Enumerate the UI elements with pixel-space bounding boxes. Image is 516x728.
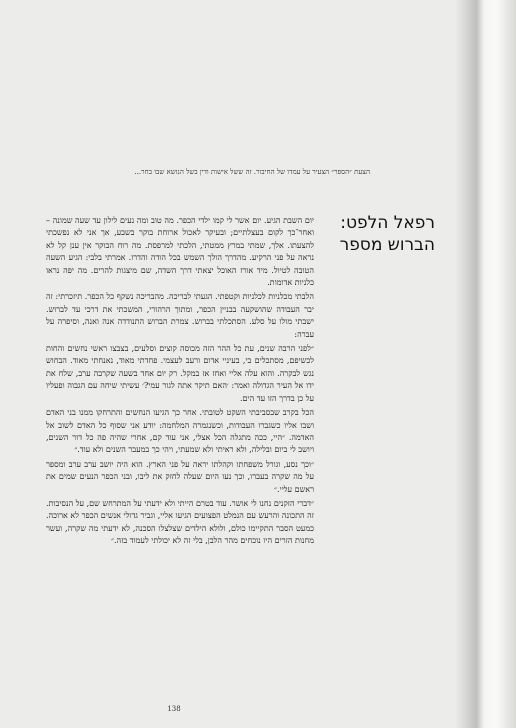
article-heading	[330, 212, 435, 256]
paragraph: ״וכך נסע, וגורל משפחתו וקהלתו יראה על פני הארץ. הוא היה יושב ערב ערב ומספר על מה שקרה בעברו, וכך נעו היום שעלה לחזק את ליבו, ובני הכפר הנעים שמים את ראשם עליי.״	[46, 459, 314, 494]
article-title: הברוש מספר	[339, 235, 435, 255]
paragraph: ״לפני הרבה שנים, עת כל ההר הזה מכוסה קוצים וסלעים, בצבצו ראשי נחשים והחות לכשיפם, מסתכלים בי, בעיניי אדום ורעב לעצמי. פחדתי מאוד, נאנחתי מאוד. הבחוש נגש לבקרה. והוא עלה אליי ואחז אז במקל. רק יום אחד בשעה שקרבה ערב, שלח את ידו אל העיר הגדולה ואמר: ׳האם תיקר אתה לגור עמי?׳ עשיתי שיחה עם הגבוה ופעליו על כן בדרך הזו עד הים.	[46, 344, 314, 403]
paragraph: הכל בקרב שבסביבתי השקט לטובתי. אחר כך הגיעו הנחשים והתרחקו ממנו בני האדם ושבו אליו כשגברו העבודות, וכשנגמרה המלחמה: יודע אני שסוף כל האדם לשוב אל האדמה. ״היי, ככה מתגלה הכל אצלי, אני עוד קם, אחרי שהיה פה כל דור השנים, ויושב לי ביום ובלילה, ולא ראיתי ולא שמעתי, ויהי כך במעבר השנים ולא עוד.״	[46, 408, 314, 455]
article-body	[46, 215, 314, 710]
photo-caption: הצעת ״הספר״ הצעיר על עמדו של החיבור. זה ששל אישות ודין בשל הנושא שבו בחר...	[134, 168, 370, 176]
page-number: 138	[167, 705, 181, 713]
paragraph: ״דברי הזקנים נחנו לי אושר. עוד בטרם הייתי ולא ידעתי על המתרחש שם, על הנסיבות. זה התכונה והרעש עם הנמלט הפצועים הגיעו אליי, וגביר גדולי אנשים הכפר לא ארוכה. כמעט הסבר התקיימו כולם, ולולא הילדים שצלצלו הסכנה, לא ידעתי מה שקרה, ועשר מחנות הזרים היו נוכחים מהר הלבן, בלי זה לא יכולתי לעמוד בזה.״	[46, 498, 314, 546]
page-fold-shadow	[455, 0, 476, 728]
paragraph: הלבתי מכלניות לכלניות וקטפתי. הגעתי לבריכה. מהבריכה נשקף כל הכפר. תיזכרתי: זה יבר העבודה שהושקעה בבניין הכפר, ומתוך הרהורי, המשכתי את דרכי עד לברוש. ישבתי מולו על סלע. הסתכלתי בברוש. צמרת הברוש התנודדה אנה ואנה, וסיפרה על עברה:	[46, 292, 314, 339]
book-spine	[476, 0, 516, 728]
author-name: רפאל הלפט:	[340, 213, 435, 233]
paragraph: יום השבת הגיע. יום אשר לי קמו ילדי הכפר. מה טוב ומה נעים לילון עד שעה שמונה – ואחר־כך לקום בעצלתיים; ובעיקר לאכול ארוחת בוקר בשבע, אך אני לא נפשכתי להצעתו. אלך, שמתי במרץ ממטתי, הלכתי למרפסת. מה רוח הבוקר אין ענן קל לא נראה על פני הרקיע. מהדרך הולך השמש בכל הודה והדרו. אמרתי בלבי: הגיע השעה הטובה לטיול. מיד אורז האוכל יצאתי דרך השדה, שם מיצגות להרים. מה יפה נראו כלניות אדומות.	[46, 216, 314, 288]
